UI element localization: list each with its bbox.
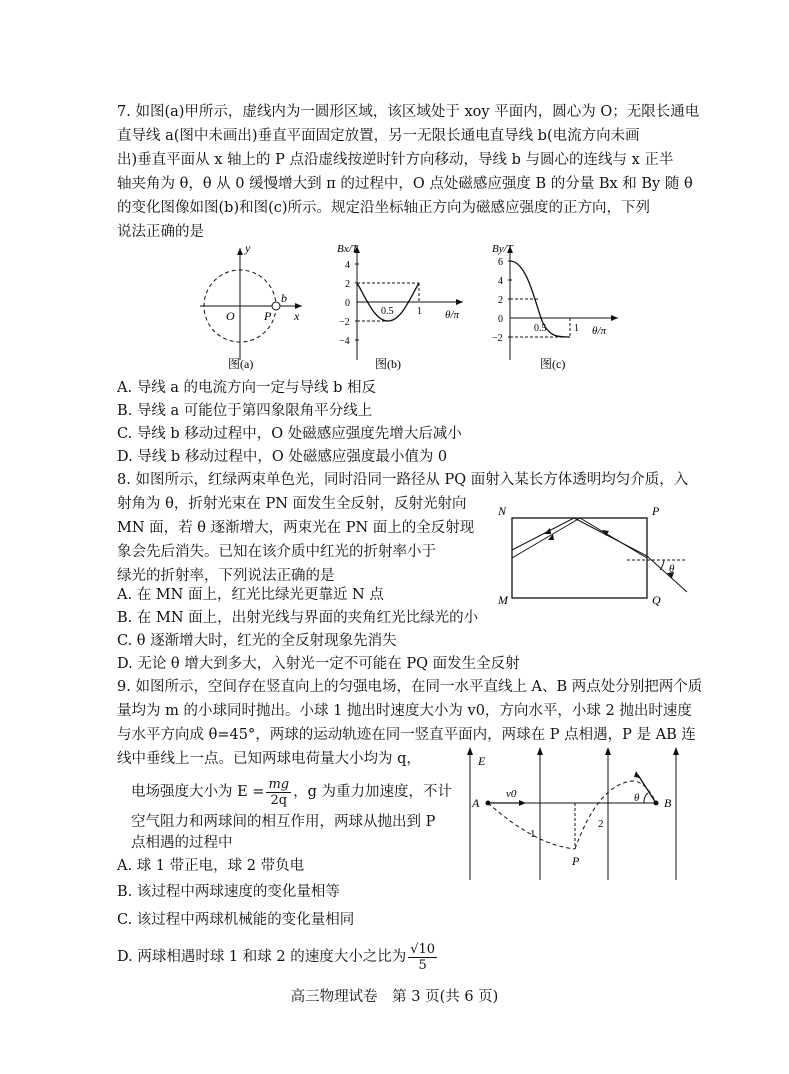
fig-c-tick-4: 4 (498, 276, 503, 287)
q8-option-b: B. 在 MN 面上，出射光线与界面的夹角红光比绿光的小 (117, 610, 479, 626)
q7-line-3: 出)垂直平面从 x 轴上的 P 点沿虚线按逆时针方向移动，导线 b 与圆心的连线与 x 正半 (117, 152, 674, 168)
q9-line-3: 与水平方向成 θ=45°，两球的运动轨迹在同一竖直平面内，两球在 P 点相遇，P 是 AB 连 (117, 727, 696, 743)
fig-c-tick-neg2: −2 (492, 333, 503, 344)
fig-c-tick-6: 6 (498, 257, 503, 268)
fig-c-tick-2: 2 (498, 295, 503, 306)
q9-efield-post: ，g 为重力加速度，不计 (293, 784, 452, 800)
fig-a-p-label: P (264, 309, 272, 323)
q7-figure-c (488, 238, 628, 373)
fig-c-tick-0: 0 (498, 314, 503, 325)
fig-c-tick-one: 1 (574, 323, 579, 334)
q8-option-d: D. 无论 θ 增大到多大，入射光一定不可能在 PQ 面发生全反射 (117, 656, 520, 672)
q9-efield-den: 2q (270, 792, 288, 808)
q9-option-b: B. 该过程中两球速度的变化量相等 (117, 884, 340, 900)
page-footer: 高三物理试卷 第 3 页(共 6 页) (290, 989, 499, 1005)
q8-line-5: 绿光的折射率，下列说法正确的是 (117, 568, 335, 584)
fig-c-ylabel: By/T (492, 243, 513, 255)
q9-label-v0: v0 (506, 788, 517, 800)
q7-line-6: 说法正确的是 (117, 224, 204, 240)
q7-line-2: 直导线 a(图中未画出)垂直平面固定放置，另一无限长通电直导线 b(电流方向未画 (117, 128, 640, 144)
fig-b-tick-4: 4 (345, 260, 350, 271)
q9-option-d-fraction (408, 942, 437, 973)
q9-line-2: 量均为 m 的小球同时抛出。小球 1 抛出时速度大小为 v0，方向水平，小球 2 抛出时速度 (117, 703, 692, 719)
fig-a-x-label: x (294, 309, 300, 323)
q7-option-b: B. 导线 a 可能位于第四象限角平分线上 (117, 403, 373, 419)
q9-efield-line (131, 774, 452, 810)
q7-line-1: 7. 如图(a)甲所示，虚线内为一圆形区域，该区域处于 xoy 平面内，圆心为 O；无限长通电 (117, 104, 700, 120)
fig-b-tick-2: 2 (345, 279, 350, 290)
q9-option-d-text: D. 两球相遇时球 1 和球 2 的速度大小之比为 (117, 949, 407, 965)
q7-line-5: 的变化图像如图(b)和图(c)所示。规定沿坐标轴正方向为磁感应强度的正方向，下列 (117, 200, 651, 216)
fig-b-tick-neg4: −4 (339, 336, 350, 347)
q9-line-meet: 点相遇的过程中 (131, 835, 233, 851)
q8-line-4: 象会先后消失。已知在该介质中红光的折射率小于 (117, 544, 436, 560)
fig-b-tick-half: 0.5 (381, 306, 394, 317)
q9-option-d (117, 938, 439, 976)
q8-label-n: N (498, 504, 507, 518)
q9-line-4: 线中垂线上一点。已知两球电荷量大小均为 q， (117, 751, 421, 767)
q8-line-2: 射角为 θ，折射光束在 PN 面发生全反射，反射光射向 (117, 496, 467, 512)
q9-figure (460, 745, 690, 885)
fig-a-o-label: O (226, 309, 235, 323)
q9-efield-num: mg (268, 776, 290, 792)
fig-b-ylabel: Bx/T (337, 243, 358, 255)
q8-label-q: Q (652, 593, 661, 607)
q9-label-b: B (664, 796, 672, 810)
fig-b-caption: 图(b) (375, 357, 401, 371)
q7-line-4: 轴夹角为 θ，θ 从 0 缓慢增大到 π 的过程中，O 点处磁感应强度 B 的分量 Bx 和 By 随 θ (117, 176, 693, 192)
q7-option-a: A. 导线 a 的电流方向一定与导线 b 相反 (117, 380, 377, 396)
q9-label-theta: θ (634, 792, 640, 804)
fig-c-caption: 图(c) (540, 357, 566, 371)
q8-figure (492, 500, 692, 610)
q8-line-3: MN 面，若 θ 逐渐增大，两束光在 PN 面上的全反射现 (117, 520, 475, 536)
fig-c-xlabel: θ/π (592, 325, 606, 337)
fig-b-xlabel: θ/π (445, 309, 459, 321)
q9-label-ball-2: 2 (598, 818, 604, 830)
q8-label-p: P (652, 504, 660, 518)
q7-option-d: D. 导线 b 移动过程中，O 处磁感应强度最小值为 0 (117, 449, 448, 465)
fig-b-tick-one: 1 (417, 306, 422, 317)
q9-line-1: 9. 如图所示，空间存在竖直向上的匀强电场，在同一水平直线上 A、B 两点处分别把两个质 (117, 679, 703, 695)
q9-label-ball-1: 1 (530, 828, 536, 840)
q8-label-theta: θ (669, 563, 675, 575)
q7-figure-b (335, 238, 470, 373)
q9-option-a: A. 球 1 带正电，球 2 带负电 (117, 858, 305, 874)
fig-c-tick-half: 0.5 (534, 323, 547, 334)
q9-line-air: 空气阻力和两球间的相互作用，两球从抛出到 P (131, 814, 436, 830)
fig-a-b-label: b (281, 291, 287, 305)
q9-label-a: A (472, 796, 480, 810)
q8-label-m: M (498, 593, 508, 607)
q9-option-d-den: 5 (418, 957, 427, 973)
q8-line-1: 8. 如图所示，红绿两束单色光，同时沿同一路径从 PQ 面射入某长方体透明均匀介质，入 (117, 472, 689, 488)
fig-a-caption: 图(a) (228, 357, 254, 371)
fig-b-tick-neg2: −2 (339, 317, 350, 328)
q7-option-c: C. 导线 b 移动过程中，O 处磁感应强度先增大后减小 (117, 426, 462, 442)
q9-option-d-num: √10 (410, 941, 436, 957)
q9-option-c: C. 该过程中两球机械能的变化量相同 (117, 912, 355, 928)
q9-label-p: P (572, 854, 580, 868)
q9-efield-pre: 电场强度大小为 E = (131, 784, 265, 800)
fig-b-tick-0: 0 (345, 298, 350, 309)
q7-figure-a (190, 240, 310, 372)
fig-a-y-label: y (245, 241, 251, 255)
q9-efield-fraction (266, 777, 291, 808)
q8-option-a: A. 在 MN 面上，红光比绿光更靠近 N 点 (117, 587, 384, 603)
q8-option-c: C. θ 逐渐增大时，红光的全反射现象先消失 (117, 633, 397, 649)
q9-label-e: E (478, 754, 486, 768)
